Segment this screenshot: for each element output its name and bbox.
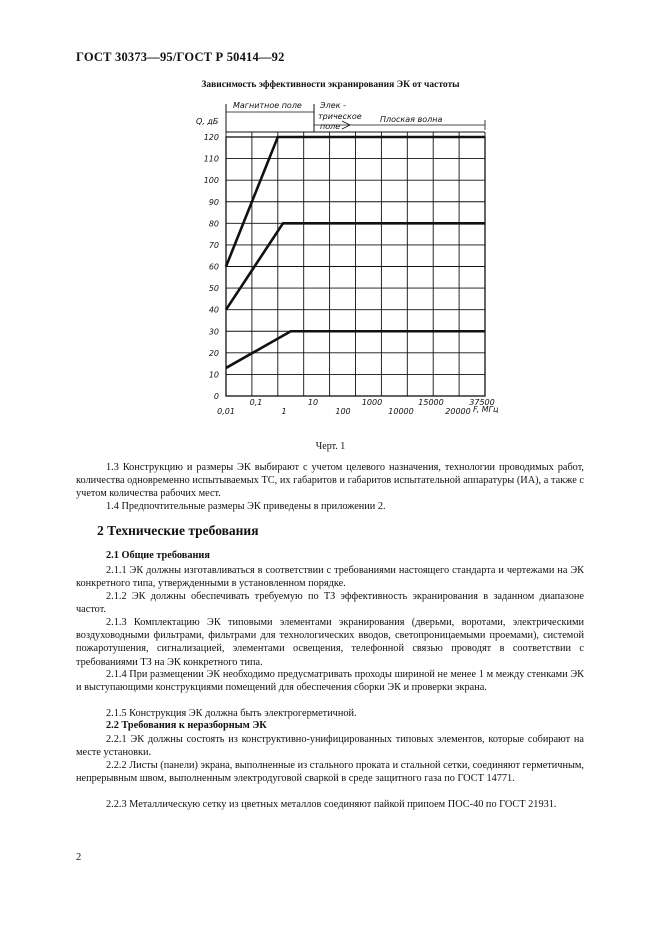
x-tick-label-lower: 0,01	[217, 407, 235, 416]
paragraph-2-1-4-text: 2.1.4 При размещении ЭК необходимо предусматривать проходы шириной не менее 1 м между стенками ЭК и выступающими конструкциями помещений для обеспечения сборки ЭК и проверки экрана.	[76, 669, 584, 694]
paragraph-2-1-5-text: 2.1.5 Конструкция ЭК должна быть электрогерметичной.	[106, 708, 357, 719]
paragraph-2-1-1	[76, 564, 584, 590]
x-tick-label-lower: 10000	[388, 407, 414, 416]
x-tick-label-lower: 20000	[445, 407, 471, 416]
paragraph-2-2-2-text: 2.2.2 Листы (панели) экрана, выполненные из стального проката и стальной сетки, соединяют герметичным, непрерывным швом, выполненным электродуговой сваркой в среде защитного газа по ГОСТ 14771.	[76, 760, 584, 785]
paragraph-2-1-2	[76, 590, 584, 616]
document-header: ГОСТ 30373—95/ГОСТ Р 50414—92	[76, 50, 285, 64]
zone-label-electric-1: Элек -	[320, 101, 346, 110]
figure-title: Зависимость эффективности экранирования ЭК от частоты	[201, 80, 460, 90]
y-tick-label: 60	[208, 262, 219, 272]
paragraph-1-4-text: 1.4 Предпочтительные размеры ЭК приведены в приложении 2.	[106, 501, 386, 512]
section-heading-2: 2 Технические требования	[97, 523, 259, 538]
y-tick-label: 0	[213, 392, 219, 401]
y-tick-label: 80	[208, 219, 219, 229]
paragraph-2-1-5	[76, 707, 584, 720]
paragraph-2-1-1-text: 2.1.1 ЭК должны изготавливаться в соответствии с требованиями настоящего стандарта и чертежами на ЭК конкретного типа, утвержденными в установленном порядке.	[76, 565, 584, 590]
x-tick-label-lower: 100	[335, 407, 351, 416]
y-tick-label: 90	[208, 197, 219, 207]
figure-caption: Черт. 1	[315, 441, 346, 452]
paragraph-2-1-2-text: 2.1.2 ЭК должны обеспечивать требуемую по ТЗ эффективность экранирования в заданном диапазоне частот.	[76, 591, 584, 616]
y-tick-label: 20	[208, 348, 219, 358]
y-tick-label: 30	[208, 327, 219, 337]
y-tick-label: 100	[203, 176, 219, 186]
x-tick-label-upper: 15000	[418, 398, 444, 407]
y-tick-label: 50	[208, 284, 219, 294]
x-axis-label: F, МГц	[473, 405, 499, 414]
paragraph-2-2-1	[76, 733, 584, 759]
zone-header	[226, 101, 485, 132]
paragraph-2-2-3	[76, 798, 584, 811]
zone-label-plane-wave: Плоская волна	[380, 115, 443, 124]
shielding-chart	[0, 0, 661, 460]
x-tick-label-upper: 37500	[469, 398, 495, 407]
zone-label-magnetic: Магнитное поле	[233, 101, 302, 110]
paragraph-1-4	[76, 500, 584, 513]
paragraph-2-2-1-text: 2.2.1 ЭК должны состоять из конструктивно-унифицированных типовых элементов, которые собирают на месте установки.	[76, 734, 584, 759]
x-tick-label-upper: 0,1	[249, 398, 263, 407]
y-tick-label: 70	[208, 240, 219, 250]
paragraph-1-3-text: 1.3 Конструкцию и размеры ЭК выбирают с учетом целевого назначения, технологии проводимых работ, количества одновременно испытываемых ТС, их габаритов и габаритов испытательной аппаратуры (ИА), а также с учетом количества рабочих мест.	[76, 462, 584, 500]
zone-label-electric-3: поле	[320, 122, 341, 131]
x-tick-labels	[217, 398, 495, 416]
zone-label-electric-2: трическое	[318, 112, 362, 121]
x-tick-label-lower: 1	[281, 407, 287, 416]
paragraph-2-2-2	[76, 759, 584, 785]
subsection-heading-2-2: 2.2 Требования к неразборным ЭК	[106, 720, 267, 731]
y-tick-label: 40	[208, 305, 219, 315]
x-tick-label-upper: 10	[307, 398, 319, 407]
paragraph-2-1-4	[76, 668, 584, 694]
subsection-heading-2-1: 2.1 Общие требования	[106, 550, 210, 561]
paragraph-2-1-3	[76, 616, 584, 669]
y-axis-label: Q, дБ	[196, 117, 219, 126]
page-number: 2	[76, 852, 82, 863]
y-tick-label: 10	[208, 370, 219, 380]
y-tick-labels	[204, 133, 219, 401]
y-tick-label: 110	[203, 154, 219, 164]
paragraph-2-1-3-text: 2.1.3 Комплектацию ЭК типовыми элементами экранирования (дверьми, воротами, электрическими воздуховодными фильтрами, фильтрами для технологических вводов, светопроницаемыми проемами), системой пожаротушения, сигнализацией, элементами освещения, телефонной связью проводят в соответствии с требованиями ТЗ на ЭК конкретного типа.	[76, 617, 584, 668]
paragraph-1-3	[76, 461, 584, 501]
y-tick-label: 120	[203, 133, 219, 142]
paragraph-2-2-3-text: 2.2.3 Металлическую сетку из цветных металлов соединяют пайкой припоем ПОС-40 по ГОСТ 21931.	[106, 799, 557, 810]
x-tick-label-upper: 1000	[361, 398, 383, 407]
